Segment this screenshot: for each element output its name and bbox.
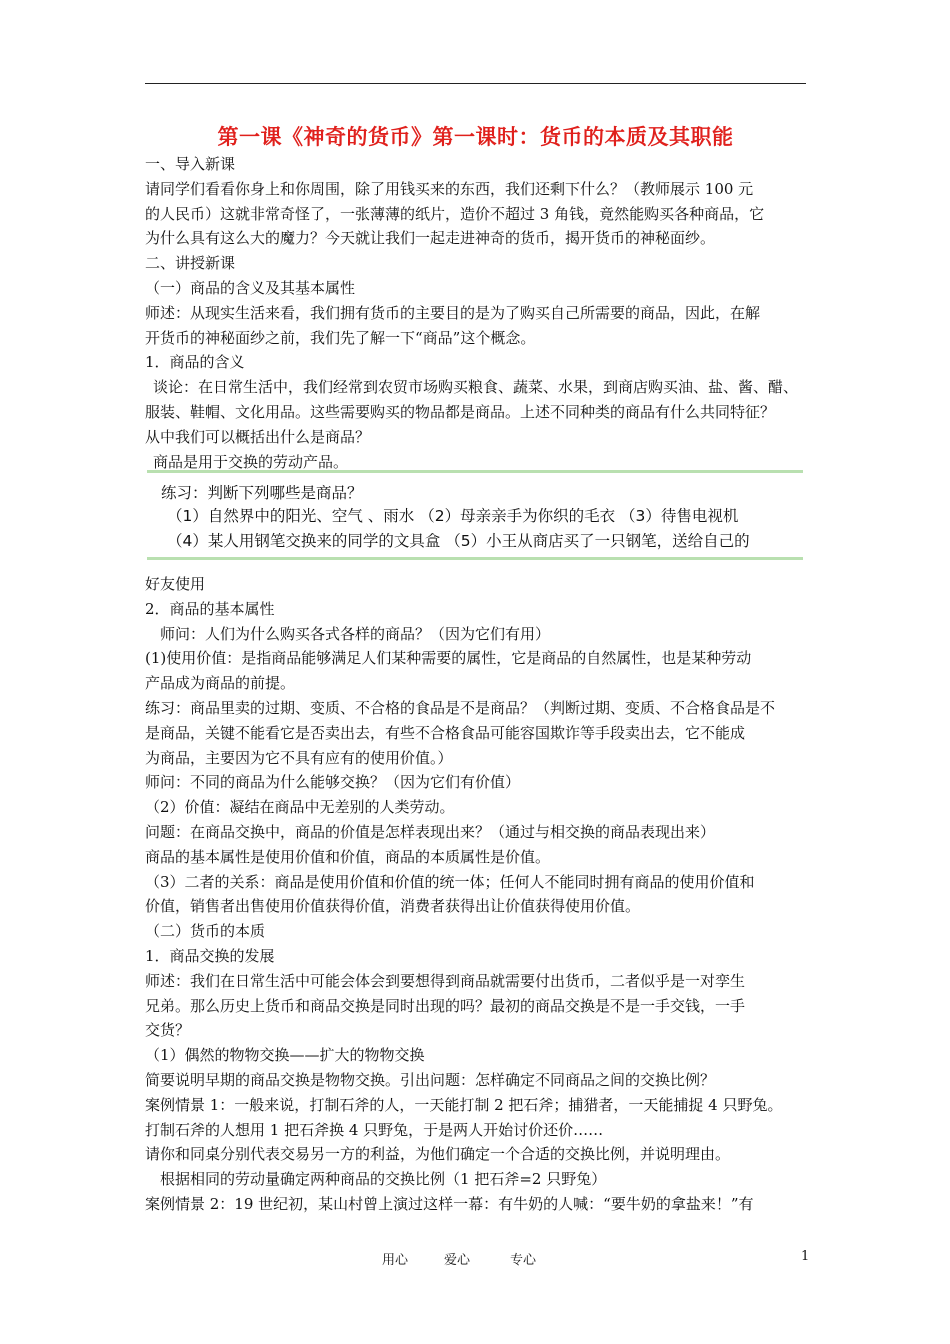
document-title: 第一课《神奇的货币》第一课时：货币的本质及其职能 bbox=[217, 125, 734, 149]
paragraph-line: 请同学们看看你身上和你周围，除了用钱买来的东西，我们还剩下什么？（教师展示 100 元 bbox=[145, 179, 754, 198]
paragraph-line: 师述：从现实生活来看，我们拥有货币的主要目的是为了购买自己所需要的商品，因此，在解 bbox=[145, 303, 761, 322]
paragraph-line: 师问：人们为什么购买各式各样的商品？（因为它们有用） bbox=[160, 624, 551, 643]
subsection-heading: 2．商品的基本属性 bbox=[145, 599, 275, 618]
paragraph-line: 根据相同的劳动量确定两种商品的交换比例（1 把石斧=2 只野兔） bbox=[160, 1170, 607, 1189]
footer-text: 爱心 bbox=[444, 1253, 471, 1268]
subsection-heading: 1．商品的含义 bbox=[145, 353, 245, 372]
exercise-options-2: （4）某人用钢笔交换来的同学的文具盒 （5）小王从商店买了一只钢笔，送给自己的 bbox=[167, 532, 750, 550]
paragraph-line: 交货？ bbox=[145, 1021, 191, 1040]
paragraph-line: 为什么具有这么大的魔力？今天就让我们一起走进神奇的货币，揭开货币的神秘面纱。 bbox=[145, 229, 716, 248]
footer-text: 用心 bbox=[382, 1253, 409, 1268]
page-number: 1 bbox=[801, 1249, 810, 1264]
body-text-a bbox=[145, 152, 810, 474]
paragraph-line: 案例情景 1：一般来说，打制石斧的人，一天能打制 2 把石斧；捕猎者，一天能捕捉 4 只野兔。 bbox=[145, 1095, 783, 1114]
paragraph-line: 为商品，主要因为它不具有应有的使用价值。） bbox=[145, 748, 453, 767]
paragraph-line: (1)使用价值：是指商品能够满足人们某种需要的属性，它是商品的自然属性，也是某种劳动 bbox=[145, 649, 752, 668]
paragraph-line: 开货币的神秘面纱之前，我们先了解一下“商品”这个概念。 bbox=[145, 328, 536, 347]
paragraph-line: 案例情景 2：19 世纪初，某山村曾上演过这样一幕：有牛奶的人喊：“要牛奶的拿盐来！”有 bbox=[145, 1194, 754, 1213]
paragraph-line: 从中我们可以概括出什么是商品？ bbox=[145, 427, 371, 446]
paragraph-line: 师述：我们在日常生活中可能会体会到要想得到商品就需要付出货币，二者似乎是一对孪生 bbox=[145, 971, 746, 990]
subsection-heading: （1）偶然的物物交换——扩大的物物交换 bbox=[145, 1046, 425, 1065]
paragraph-line: 产品成为商品的前提。 bbox=[145, 674, 296, 693]
subsection-heading: （二）货币的本质 bbox=[145, 922, 266, 941]
paragraph-line: 问题：在商品交换中，商品的价值是怎样表现出来？（通过与相交换的商品表现出来） bbox=[145, 822, 716, 841]
exercise-title: 练习：判断下列哪些是商品？ bbox=[161, 484, 363, 502]
paragraph-line: 谈论：在日常生活中，我们经常到农贸市场购买粮食、蔬菜、水果，到商店购买油、盐、酱、醋、 bbox=[153, 378, 799, 397]
subsection-heading: （一）商品的含义及其基本属性 bbox=[145, 278, 356, 297]
paragraph-line: 价值，销售者出售使用价值获得价值，消费者获得出让价值获得使用价值。 bbox=[145, 897, 641, 916]
paragraph-line: （2）价值：凝结在商品中无差别的人类劳动。 bbox=[145, 798, 455, 817]
paragraph-line: 打制石斧的人想用 1 把石斧换 4 只野兔，于是两人开始讨价还价…… bbox=[145, 1120, 604, 1139]
paragraph-line: 好友使用 bbox=[145, 575, 206, 593]
paragraph-line: 服装、鞋帽、文化用品。这些需要购买的物品都是商品。上述不同种类的商品有什么共同特征？ bbox=[145, 402, 776, 421]
definition-line: 商品是用于交换的劳动产品。 bbox=[153, 452, 349, 471]
body-text-b bbox=[145, 572, 810, 1217]
paragraph-line: 的人民币）这就非常奇怪了，一张薄薄的纸片，造价不超过 3 角钱，竟然能购买各种商品，它 bbox=[145, 204, 765, 223]
paragraph-line: （3）二者的关系：商品是使用价值和价值的统一体；任何人不能同时拥有商品的使用价值和 bbox=[145, 872, 755, 891]
exercise-box bbox=[147, 470, 803, 560]
paragraph-line: 兄弟。那么历史上货币和商品交换是同时出现的吗？最初的商品交换是不是一手交钱，一手 bbox=[145, 996, 746, 1015]
exercise-options-1: （1）自然界中的阳光、空气 、雨水 （2）母亲亲手为你织的毛衣 （3）待售电视机 bbox=[167, 507, 739, 525]
paragraph-line: 商品的基本属性是使用价值和价值，商品的本质属性是价值。 bbox=[145, 847, 551, 866]
paragraph-line: 练习：商品里卖的过期、变质、不合格的食品是不是商品？（判断过期、变质、不合格食品是不 bbox=[145, 698, 776, 717]
paragraph-line: 简要说明早期的商品交换是物物交换。引出问题：怎样确定不同商品之间的交换比例？ bbox=[145, 1070, 716, 1089]
paragraph-line: 请你和同桌分别代表交易另一方的利益，为他们确定一个合适的交换比例，并说明理由。 bbox=[145, 1145, 731, 1164]
subsection-heading: 1．商品交换的发展 bbox=[145, 946, 275, 965]
section-heading: 一、导入新课 bbox=[145, 155, 236, 173]
footer-text: 专心 bbox=[510, 1253, 537, 1268]
paragraph-line: 是商品，关键不能看它是否卖出去，有些不合格食品可能容国欺诈等手段卖出去，它不能成 bbox=[145, 723, 746, 742]
header-rule bbox=[145, 83, 806, 84]
paragraph-line: 师问：不同的商品为什么能够交换？（因为它们有价值） bbox=[145, 773, 521, 792]
section-heading: 二、讲授新课 bbox=[145, 254, 236, 273]
